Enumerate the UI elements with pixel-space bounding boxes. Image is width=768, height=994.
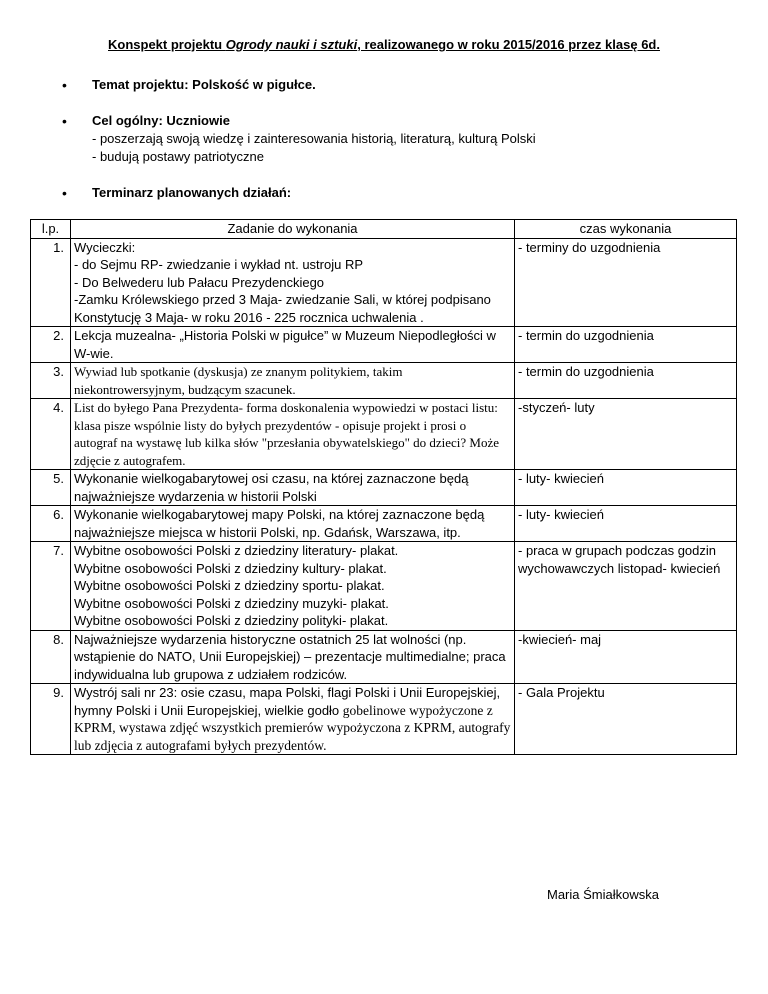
table-row (31, 506, 737, 542)
row-number: 2. (31, 327, 71, 363)
row-time: - luty- kwiecień (515, 506, 737, 542)
topic-text: Temat projektu: Polskość w pigułce. (92, 77, 316, 92)
task-line: Wycieczki: (74, 239, 136, 255)
table-row (31, 470, 737, 506)
task-line: Wybitne osobowości Polski z dziedziny kultury- plakat. (74, 560, 387, 576)
signature: Maria Śmiałkowska (547, 887, 659, 902)
row-number: 5. (31, 470, 71, 506)
header-lp: l.p. (31, 220, 71, 239)
bullet-topic (60, 76, 700, 94)
row-time: - luty- kwiecień (515, 470, 737, 506)
row-number: 4. (31, 399, 71, 470)
task-line: List do byłego Pana Prezydenta- forma doskonalenia wypowiedzi w postaci listu: klasa pisze wspólnie listy do byłych prezydentów - opisuje projekt i prosi o autograf na wystawę lub kilka słów "przesłania obywatelskiego" do dzieci? Może zdjęcie z autografem. (74, 400, 500, 468)
goal-head: • Cel ogólny: Uczniowie (92, 113, 230, 128)
row-time: - Gala Projektu (515, 684, 737, 755)
task-line: Wywiad lub spotkanie (dyskusja) ze znanym politykiem, takim niekontrowersyjnym, budzącym szacunek. (74, 364, 403, 397)
task-line: Wybitne osobowości Polski z dziedziny polityki- plakat. (74, 613, 389, 628)
task-line: Wykonanie wielkogabarytowej osi czasu, na której zaznaczone będą najważniejsze wydarzenia w historii Polski (74, 471, 469, 504)
row-task (71, 399, 515, 470)
row-task (71, 470, 515, 506)
table-row (31, 542, 737, 631)
task-line: gobelinowe wypożyczone z KPRM, wystawa zdjęć wszystkich premierów wypożyczona z KPRM, autografy lub zdjęcia z autografami byłych prezydentów. (74, 702, 511, 753)
row-task (71, 630, 515, 684)
task-line: Lekcja muzealna- „Historia Polski w pigułce” w Muzeum Niepodległości w W-wie. (74, 328, 496, 361)
row-task (71, 238, 515, 327)
row-time: - termin do uzgodnienia (515, 327, 737, 363)
bullet-goal (60, 112, 700, 166)
row-number: 3. (31, 363, 71, 399)
row-number: 7. (31, 542, 71, 631)
row-task (71, 327, 515, 363)
table-row (31, 327, 737, 363)
task-line: -Zamku Królewskiego przed 3 Maja- zwiedzanie Sali, w której podpisano Konstytucję 3 Maja- w roku 2016 - 225 rocznica uchwalenia . (74, 292, 491, 325)
task-line: - Do Belwederu lub Pałacu Prezydenckiego (74, 274, 325, 290)
row-number: 9. (31, 684, 71, 755)
row-task (71, 542, 515, 631)
table-row (31, 630, 737, 684)
title-italic: Ogrody nauki i sztuki (225, 37, 358, 52)
task-line: Wykonanie wielkogabarytowej mapy Polski, na której zaznaczone będą najważniejsze miejsca w historii Polski, np. Gdańsk, Warszawa, itp. (74, 507, 485, 540)
goal-line: - poszerzają swoją wiedzę i zainteresowania historią, literaturą, kulturą Polski (92, 131, 536, 146)
row-time: -styczeń- luty (515, 399, 737, 470)
document-title (0, 37, 768, 52)
row-number: 1. (31, 238, 71, 327)
row-time: -kwiecień- maj (515, 630, 737, 684)
task-line: Wybitne osobowości Polski z dziedziny literatury- plakat. (74, 543, 399, 558)
schedule-table (30, 219, 737, 755)
table-row (31, 684, 737, 755)
bullet-schedule (60, 184, 700, 202)
row-time: - terminy do uzgodnienia (515, 238, 737, 327)
row-number: 6. (31, 506, 71, 542)
row-task (71, 684, 515, 755)
header-time: czas wykonania (515, 220, 737, 239)
row-time: - termin do uzgodnienia (515, 363, 737, 399)
table-header-row (31, 220, 737, 239)
task-line: - do Sejmu RP- zwiedzanie i wykład nt. ustroju RP (74, 257, 364, 272)
bullet-list (60, 76, 700, 202)
table-row (31, 238, 737, 327)
row-task (71, 506, 515, 542)
table-row (31, 399, 737, 470)
row-task (71, 363, 515, 399)
title-prefix: Konspekt projektu (108, 37, 226, 52)
task-line: Wybitne osobowości Polski z dziedziny muzyki- plakat. (74, 595, 389, 611)
table-row (31, 363, 737, 399)
header-task: Zadanie do wykonania (71, 220, 515, 239)
goal-line: - budują postawy patriotyczne (92, 149, 264, 164)
title-suffix: , realizowanego w roku 2015/2016 przez klasę 6d. (357, 37, 660, 52)
row-number: 8. (31, 630, 71, 684)
task-line: Wystrój sali nr 23: osie czasu, mapa Polski, flagi Polski i Unii Europejskiej, hymny Polski i Unii Europejskiej, wielkie godło (74, 685, 501, 718)
task-line: Wybitne osobowości Polski z dziedziny sportu- plakat. (74, 578, 385, 593)
schedule-text: Terminarz planowanych działań: (92, 185, 292, 200)
task-line: Najważniejsze wydarzenia historyczne ostatnich 25 lat wolności (np. wstąpienie do NATO, Unii Europejskiej) – prezentacje multimedialne; praca indywidualna lub grupowa z udziałem rodziców. (74, 631, 506, 682)
row-time: - praca w grupach podczas godzin wychowawczych listopad- kwiecień (515, 542, 737, 631)
